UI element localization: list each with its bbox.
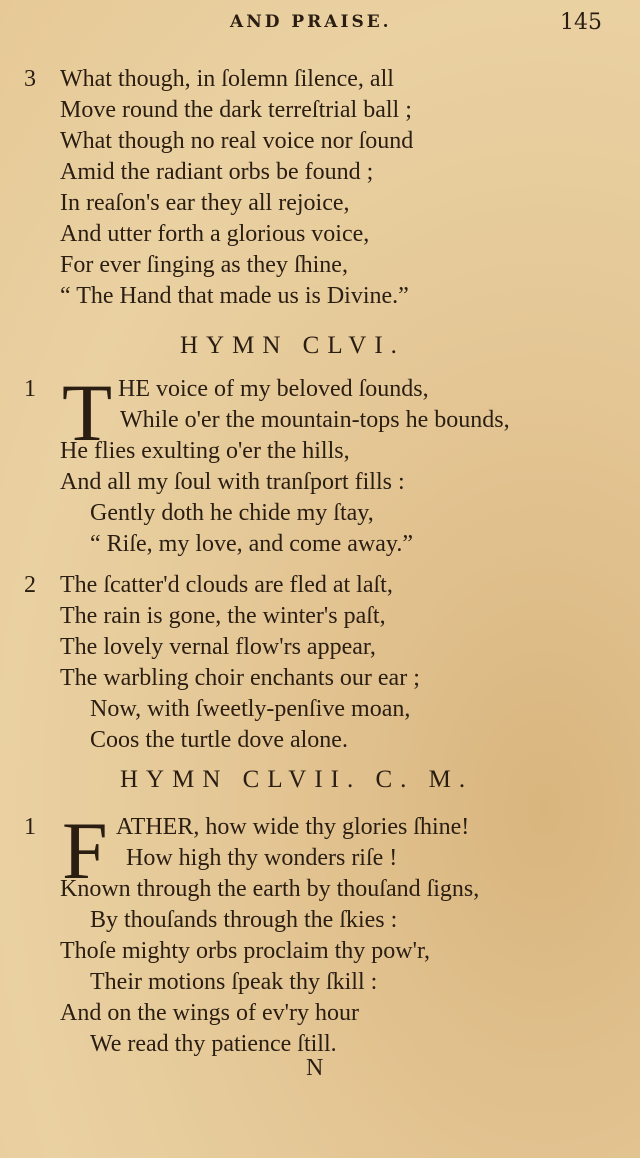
hymn-title: HYMN CLVII. C. M. bbox=[120, 766, 474, 793]
verse-number: 3 bbox=[24, 66, 36, 92]
verse-line: For ever ſinging as they ſhine, bbox=[60, 252, 348, 278]
page-header bbox=[0, 6, 640, 40]
verse-line: He flies exulting o'er the hills, bbox=[60, 438, 350, 464]
verse-line: The ſcatter'd clouds are fled at laſt, bbox=[60, 572, 393, 598]
verse-line: Gently doth he chide my ſtay, bbox=[90, 500, 374, 526]
verse-line: And on the wings of ev'ry hour bbox=[60, 1000, 359, 1026]
verse-line: What though no real voice nor ſound bbox=[60, 128, 414, 154]
verse-line: In reaſon's ear they all rejoice, bbox=[60, 190, 350, 216]
verse-line: Known through the earth by thouſand ſigns, bbox=[60, 876, 480, 902]
verse-line: What though, in ſolemn ſilence, all bbox=[60, 66, 394, 92]
verse-line: The lovely vernal flow'rs appear, bbox=[60, 634, 376, 660]
drop-cap: T bbox=[62, 367, 113, 458]
verse-line: Coos the turtle dove alone. bbox=[90, 727, 348, 753]
verse-line: Amid the radiant orbs be found ; bbox=[60, 159, 374, 185]
verse-line: By thouſands through the ſkies : bbox=[90, 907, 398, 933]
verse-line: “ Riſe, my love, and come away.” bbox=[90, 531, 413, 557]
verse-number: 1 bbox=[24, 376, 36, 402]
page-number: 145 bbox=[560, 10, 602, 35]
verse-line: “ The Hand that made us is Divine.” bbox=[60, 283, 409, 309]
signature-mark: N bbox=[306, 1055, 324, 1081]
verse-line: And utter forth a glorious voice, bbox=[60, 221, 370, 247]
verse-line: The rain is gone, the winter's paſt, bbox=[60, 603, 386, 629]
verse-line: While o'er the mountain-tops he bounds, bbox=[120, 407, 510, 433]
verse-line: Thoſe mighty orbs proclaim thy pow'r, bbox=[60, 938, 430, 964]
hymn-title: HYMN CLVI. bbox=[180, 332, 405, 359]
running-head: AND PRAISE. bbox=[230, 12, 392, 32]
verse-number: 2 bbox=[24, 572, 36, 598]
verse-line: Move round the dark terreſtrial ball ; bbox=[60, 97, 412, 123]
verse-line: HE voice of my beloved ſounds, bbox=[118, 376, 429, 402]
verse-line: Now, with ſweetly-penſive moan, bbox=[90, 696, 411, 722]
verse-line: The warbling choir enchants our ear ; bbox=[60, 665, 420, 691]
verse-line: ATHER, how wide thy glories ſhine! bbox=[116, 814, 470, 840]
verse-line: We read thy patience ſtill. bbox=[90, 1031, 337, 1057]
drop-cap: F bbox=[62, 805, 108, 896]
verse-number: 1 bbox=[24, 814, 36, 840]
verse-line: How high thy wonders riſe ! bbox=[126, 845, 398, 871]
verse-line: And all my ſoul with tranſport fills : bbox=[60, 469, 405, 495]
verse-line: Their motions ſpeak thy ſkill : bbox=[90, 969, 378, 995]
